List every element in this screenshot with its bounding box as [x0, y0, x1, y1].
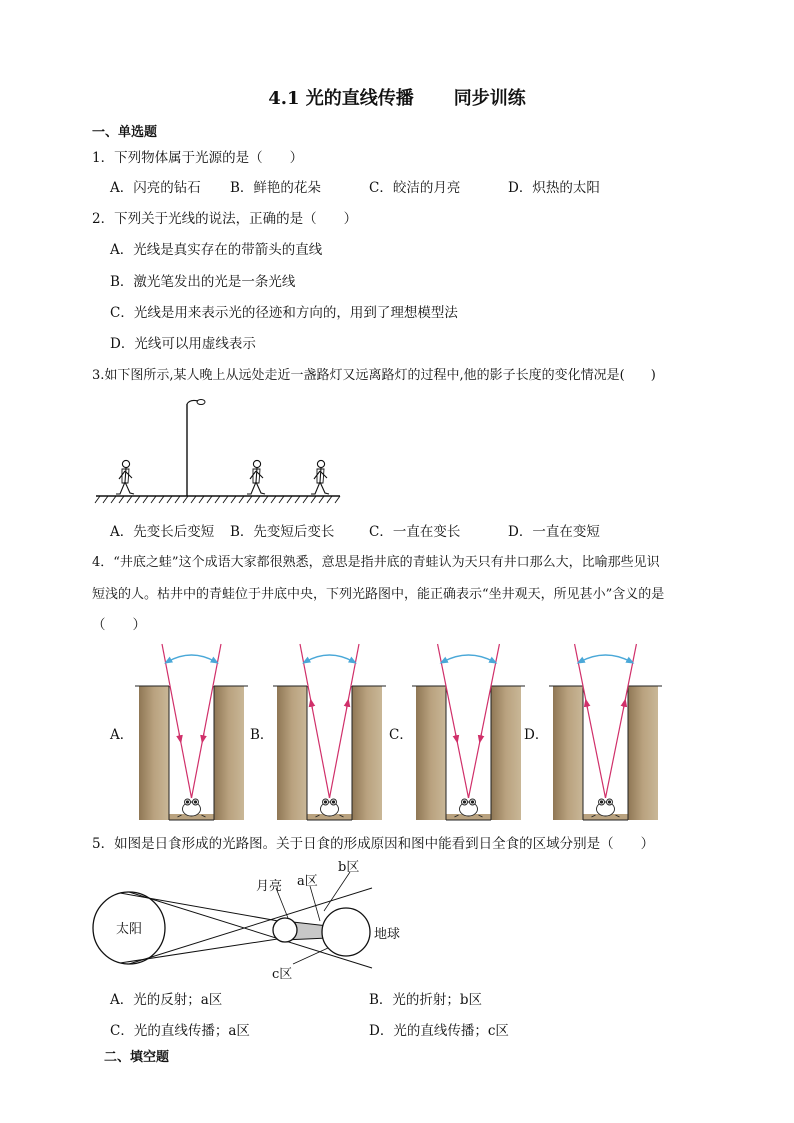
title-sub: 同步训练 — [453, 88, 526, 109]
well-diagram-a — [135, 644, 248, 820]
q4-stem-line1: 4．“井底之蛙”这个成语大家都很熟悉，意思是指井底的青蛙认为天只有井口那么大，比喻那些见识 — [92, 555, 660, 570]
q5-option-a: A．光的反射；a区 — [110, 992, 223, 1008]
section-heading-single-choice: 一、单选题 — [92, 125, 158, 140]
well-diagram-c — [412, 644, 525, 820]
earth-label: 地球 — [374, 927, 401, 942]
q2-option-b: B．激光笔发出的光是一条光线 — [110, 274, 296, 290]
well-diagram-b — [273, 644, 386, 820]
q5-option-c: C．光的直线传播；a区 — [110, 1023, 250, 1039]
q1-option-b: B．鲜艳的花朵 — [230, 180, 321, 196]
moon-circle — [273, 918, 297, 942]
q4-option-c-label: C． — [389, 727, 413, 743]
sun-label: 太阳 — [115, 922, 142, 937]
q4-stem-line3: （ ） — [92, 617, 146, 633]
section-heading-fill-in: 二、填空题 — [104, 1050, 170, 1065]
q1-option-a: A．闪亮的钻石 — [110, 180, 201, 196]
q3-stem: 3.如下图所示,某人晚上从远处走近一盏路灯又远离路灯的过程中,他的影子长度的变化情况是( ) — [92, 368, 656, 383]
q2-option-c: C．光线是用来表示光的径迹和方向的，用到了理想模型法 — [110, 305, 458, 321]
region-c-label: c区 — [272, 967, 293, 982]
moon-label: 月亮 — [256, 879, 283, 894]
q4-stem-line2: 短浅的人。枯井中的青蛙位于井底中央，下列光路图中，能正确表示“坐井观天，所见甚小”含义的是 — [92, 587, 665, 602]
q1-stem: 1．下列物体属于光源的是（ ） — [92, 150, 304, 166]
q5-option-b: B．光的折射；b区 — [369, 992, 483, 1008]
q2-option-d: D．光线可以用虚线表示 — [110, 336, 256, 352]
q4-option-d-label: D． — [524, 727, 549, 743]
q5-option-d: D．光的直线传播；c区 — [369, 1023, 509, 1039]
q2-option-a: A．光线是真实存在的带箭头的直线 — [110, 242, 323, 258]
earth-circle — [322, 908, 370, 956]
q3-option-c: C．一直在变长 — [369, 524, 461, 540]
q3-option-d: D．一直在变短 — [508, 524, 600, 540]
q5-stem: 5．如图是日食形成的光路图。关于日食的形成原因和图中能看到日全食的区域分别是（ ） — [92, 836, 655, 852]
q3-option-a: A．先变长后变短 — [110, 524, 215, 540]
q2-stem: 2．下列关于光线的说法，正确的是（ ） — [92, 211, 358, 227]
region-b-label: b区 — [338, 860, 360, 875]
well-diagram-d — [549, 644, 662, 820]
q1-option-c: C．皎洁的月亮 — [369, 180, 461, 196]
region-a-label: a区 — [297, 874, 318, 889]
q3-option-b: B．先变短后变长 — [230, 524, 335, 540]
q1-option-d: D．炽热的太阳 — [508, 180, 600, 196]
q4-option-b-label: B． — [250, 727, 274, 743]
q4-option-a-label: A． — [110, 727, 134, 743]
title-main: 4.1 光的直线传播 — [268, 88, 414, 109]
